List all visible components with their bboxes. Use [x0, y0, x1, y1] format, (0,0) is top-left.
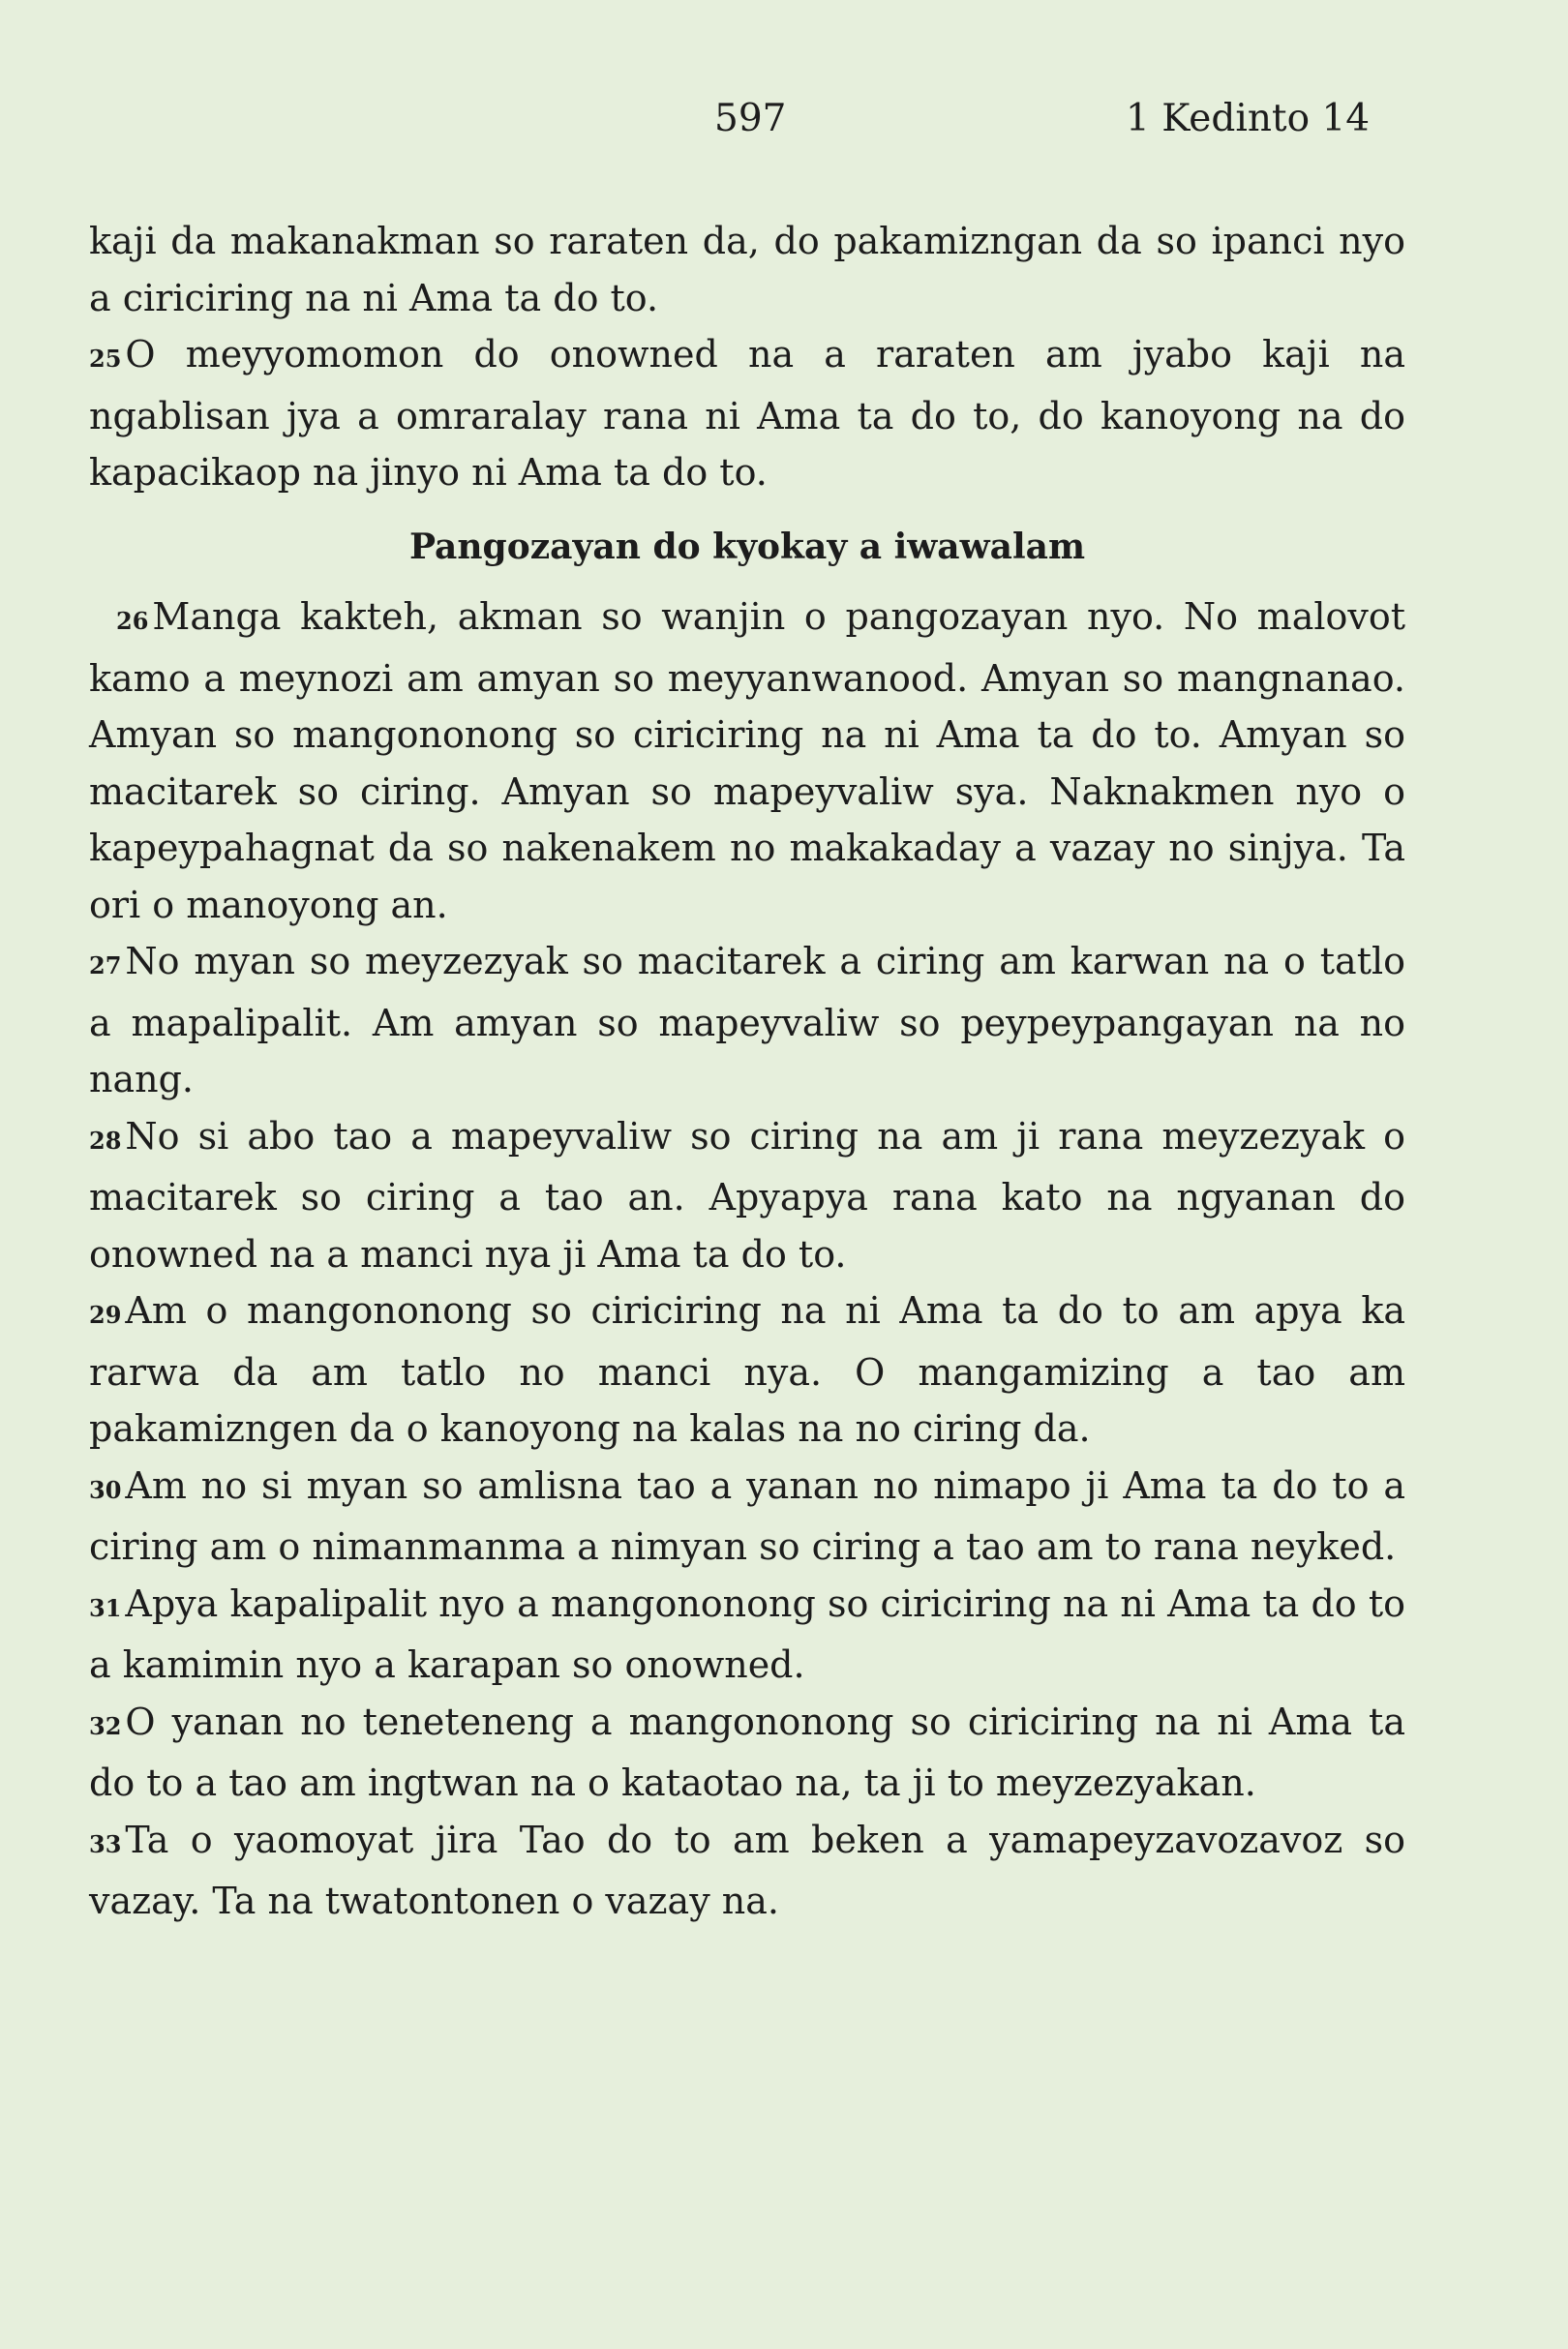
verse-number: 32	[89, 1711, 122, 1740]
verse-29	[89, 1282, 1405, 1458]
verse-number: 30	[89, 1475, 122, 1504]
verse-text: Manga kakteh, akman so wanjin o pangozayan nyo. No malovot kamo a meynozi am amyan so meyyanwanood. Amyan so mangnanao. Amyan so mangononong so ciriciring na ni Ama ta do to. Amyan so macitarek so ciring. Amyan so mapeyvaliw sya. Naknakmen nyo o kapeypahagnat da so nakenakem no makakaday a vazay no sinjya. Ta ori o manoyong an.	[89, 595, 1405, 926]
verse-number: 33	[89, 1829, 122, 1858]
verse-26	[89, 588, 1405, 933]
verse-33	[89, 1812, 1405, 1930]
verse-text: Apya kapalipalit nyo a mangononong so ciriciring na ni Ama ta do to a kamimin nyo a karapan so onowned.	[89, 1581, 1405, 1686]
paragraph-continued	[89, 213, 1405, 326]
verse-text: O yanan no teneteneng a mangononong so ciriciring na ni Ama ta do to a tao am ingtwan na o kataotao na, ta ji to meyzezyakan.	[89, 1700, 1405, 1804]
verse-text: Am no si myan so amlisna tao a yanan no nimapo ji Ama ta do to a ciring am o nimanmanma a nimyan so ciring a tao am to rana neyked.	[89, 1463, 1405, 1568]
verse-number: 29	[89, 1301, 122, 1329]
verse-number: 28	[89, 1126, 122, 1155]
verse-number: 27	[89, 951, 122, 979]
verse-text: No si abo tao a mapeyvaliw so ciring na am ji rana meyzezyak o macitarek so ciring a tao an. Apyapya rana kato na ngyanan do onowned na a manci nya ji Ama ta do to.	[89, 1114, 1405, 1276]
page-body	[89, 213, 1405, 1930]
verse-number: 31	[89, 1593, 122, 1622]
verse-28	[89, 1108, 1405, 1283]
verse-text: No myan so meyzezyak so macitarek a ciring am karwan na o tatlo a mapalipalit. Am amyan so mapeyvaliw so peypeypangayan na no nang.	[89, 940, 1405, 1100]
paragraph-text: kaji da makanakman so raraten da, do pakamizngan da so ipanci nyo a ciriciring na ni Ama ta do to.	[89, 220, 1405, 319]
verse-number: 26	[116, 607, 149, 635]
verse-27	[89, 933, 1405, 1108]
verse-number: 25	[89, 345, 122, 373]
verse-text: Am o mangononong so ciriciring na ni Ama ta do to am apya ka rarwa da am tatlo no manci nya. O mangamizing a tao am pakamizngen da o kanoyong na kalas na no ciring da.	[89, 1289, 1405, 1450]
verse-text: Ta o yaomoyat jira Tao do to am beken a yamapeyzavozavoz so vazay. Ta na twatontonen o vazay na.	[89, 1818, 1405, 1922]
verse-32	[89, 1694, 1405, 1812]
running-head: 1 Kedinto 14	[1126, 97, 1371, 140]
page-header	[0, 97, 1568, 155]
verse-25	[89, 326, 1405, 501]
section-heading: Pangozayan do kyokay a iwawalam	[408, 526, 1086, 567]
page-number: 597	[714, 97, 787, 140]
verse-30	[89, 1458, 1405, 1576]
verse-text: O meyyomomon do onowned na a raraten am jyabo kaji na ngablisan jya a omraralay rana ni Ama ta do to, do kanoyong na do kapacikaop na jinyo ni Ama ta do to.	[89, 333, 1405, 494]
verse-31	[89, 1576, 1405, 1694]
